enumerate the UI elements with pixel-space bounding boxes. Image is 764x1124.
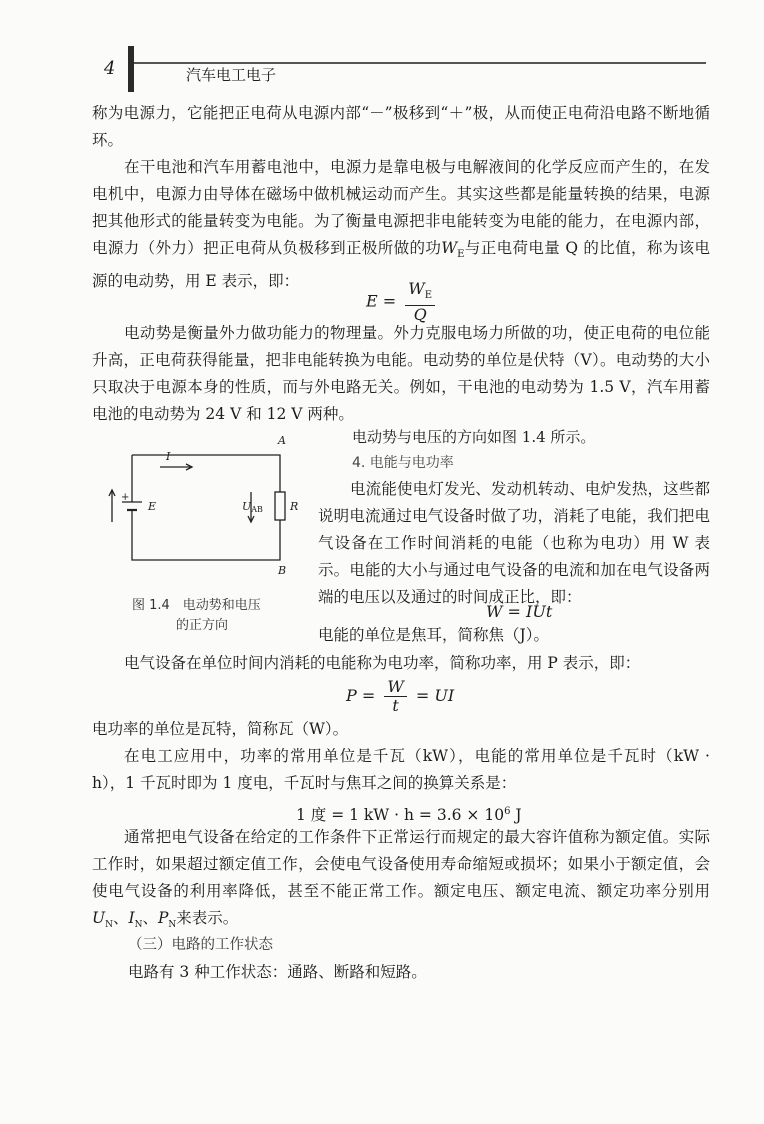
formula-power-denominator: t [392, 696, 399, 715]
book-title: 汽车电工电子 [186, 66, 277, 84]
label-a: A [278, 434, 286, 447]
label-r: R [290, 500, 299, 513]
work-symbol: W [441, 239, 458, 257]
paragraph-9: 通常把电气设备在给定的工作条件下正常运行而规定的最大容许值称为额定值。实际工作时，如果超过额定值工作，会使电气设备使用寿命缩短或损坏；如果小于额定值，会使电气设备的利用率降低，甚至不能正常工作。额定电压、额定电流、额定功率分别用$U_N$、$I_N$、$P_N$来表示。 [92, 828, 710, 931]
header-bar [128, 46, 134, 92]
circuit-figure [100, 430, 310, 590]
section-heading-4: 4. 电能与电功率 [352, 455, 454, 471]
page-number: 4 [104, 58, 116, 79]
formula-emf-numerator: $W_E$ [405, 280, 435, 306]
formula-power-fraction [384, 678, 406, 715]
label-plus: + [121, 492, 130, 503]
label-i: I [166, 450, 171, 463]
figure-caption-1: 图 1.4 电动势和电压 [132, 598, 261, 613]
label-b: B [278, 564, 287, 577]
paragraph-8: 在电工应用中，功率的常用单位是千瓦（kW），电能的常用单位是千瓦时（kW · h），1 千瓦时即为 1 度电，千瓦时与焦耳之间的换算关系是： [92, 747, 710, 792]
formula-emf-denominator: Q [413, 305, 427, 325]
formula-emf-fraction [405, 280, 435, 324]
paragraph-1: 称为电源力，它能把正电荷从电源内部“－”极移到“＋”极，从而使正电荷沿电路不断地循环。 [92, 104, 710, 149]
paragraph-2-tail: 与正电荷电量 Q 的比值，称为该电源的电动势，用 E 表示，即： [92, 239, 710, 291]
work-subscript: E [457, 249, 465, 261]
resistor [275, 492, 285, 520]
paragraph-3: 电动势是衡量外力做功能力的物理量。外力克服电场力所做的功，使正电荷的电位能升高，正电荷获得能量，把非电能转换为电能。电动势的单位是伏特（V）。电动势的大小只取决于电源本身的性质，而与外电路无关。例如，干电池的电动势为 1.5 V，汽车用蓄电池的电动势为 24 V 和 12 V 两种。 [92, 324, 710, 423]
formula-power-rhs: = UI [415, 686, 455, 705]
paragraph-5: 电能的单位是焦耳，简称焦（J）。 [318, 626, 549, 644]
paragraph-10: 电路有 3 种工作状态：通路、断路和短路。 [128, 963, 427, 981]
formula-emf-lhs: E = [366, 291, 397, 311]
paragraph-2-text: 在干电池和汽车用蓄电池中，电源力是靠电极与电解液间的化学反应而产生的，在发电机中，电源力由导体在磁场中做机械运动而产生。其实这些都是能量转换的结果，电源把其他形式的能量转变为电能。为了衡量电源把非电能转变为电能的能力，在电源内部，电源力（外力）把正电荷从负极移到正极所做的功 [92, 158, 710, 257]
formula-conversion: 1 度 = 1 kW · $h = 3.6 \times 10^6$ J [296, 806, 522, 825]
label-e: E [148, 500, 157, 513]
figure-caption-2: 的正方向 [176, 618, 229, 633]
formula-power [346, 678, 454, 715]
paragraph-6: 电气设备在单位时间内消耗的电能称为电功率，简称功率，用 P 表示，即： [124, 654, 641, 672]
formula-energy: W = IUt [486, 602, 553, 621]
paragraph-7: 电功率的单位是瓦特，简称瓦（W）。 [92, 720, 349, 738]
formula-power-numerator: W [384, 678, 406, 697]
paragraph-4: 电流能使电灯发光、发动机转动、电炉发热，这些都说明电流通过电气设备时做了功，消耗了电能，我们把电气设备在工作时间消耗的电能（也称为电功）用 W 表示。电能的大小与通过电气设备的电流和加在电气设备两端的电压以及通过的时间成正比，即： [318, 480, 710, 606]
figure-reference: 电动势与电压的方向如图 1.4 所示。 [352, 428, 596, 446]
section-heading-3: （三）电路的工作状态 [128, 937, 273, 953]
paragraph-2 [92, 154, 710, 295]
label-u: UAB [242, 500, 263, 514]
formula-power-lhs: P = [346, 686, 376, 705]
formula-emf [366, 280, 439, 324]
